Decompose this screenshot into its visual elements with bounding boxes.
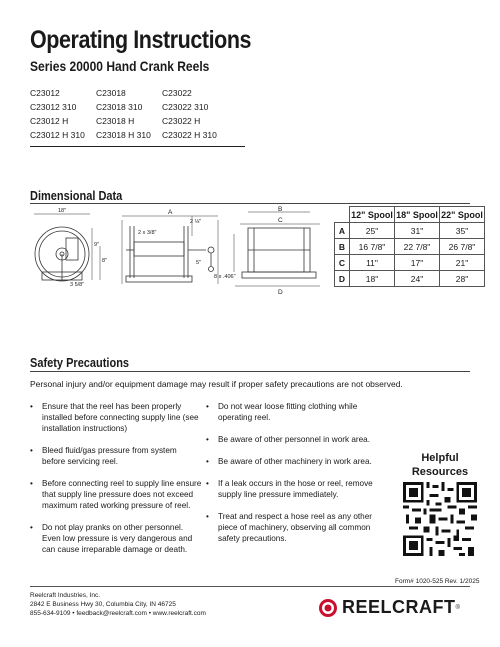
- list-item: • Before connecting reel to supply line ensure that supply line pressure does not exceed maximum rated working pressure of reel.: [30, 478, 202, 511]
- table-row: [335, 271, 485, 287]
- table-cell: 18": [350, 271, 395, 287]
- registered-mark: ®: [455, 604, 460, 611]
- dim-label: 8 x .406": [214, 274, 236, 280]
- dim-label: 3 5/8": [70, 282, 85, 288]
- table-header-row: [335, 207, 485, 223]
- model-number: C23022 H 310: [162, 130, 217, 140]
- dim-label: 2 ⅛": [190, 219, 202, 225]
- form-number: Form# 1020-525 Rev. 1/2025: [395, 578, 480, 585]
- company-address: 2842 E Business Hwy 30, Columbia City, IN 46725: [30, 601, 176, 608]
- model-number: C23018: [96, 88, 126, 98]
- dim-label: 2 x 3/8": [138, 230, 157, 236]
- row-label: B: [335, 239, 350, 255]
- table-row: [335, 239, 485, 255]
- divider: [30, 203, 470, 204]
- list-item: • Be aware of other personnel in work area.: [206, 434, 388, 445]
- safety-list-right: [206, 401, 388, 555]
- qr-code-icon[interactable]: [403, 482, 477, 556]
- dim-label: C: [278, 217, 283, 224]
- safety-list-left: [30, 401, 202, 566]
- list-item: • If a leak occurs in the hose or reel, remove supply line pressure immediately.: [206, 478, 388, 500]
- table-header: 18" Spool: [395, 207, 440, 223]
- dim-label: 8": [102, 258, 108, 264]
- safety-intro: Personal injury and/or equipment damage may result if proper safety precautions are not observed.: [30, 379, 403, 389]
- helpful-resources-heading: Helpful Resources: [411, 452, 469, 478]
- model-number: C23012 310: [30, 102, 77, 112]
- dimensional-data-heading: Dimensional Data: [30, 189, 123, 203]
- dim-label: A: [168, 209, 173, 216]
- row-label: A: [335, 223, 350, 239]
- model-number: C23022 H: [162, 116, 201, 126]
- model-list: [30, 88, 260, 140]
- table-header: 12" Spool: [350, 207, 395, 223]
- divider: [30, 146, 245, 147]
- row-label: C: [335, 255, 350, 271]
- safety-heading: Safety Precautions: [30, 356, 130, 370]
- table-cell: 24": [395, 271, 440, 287]
- divider: [30, 586, 470, 587]
- model-number: C23012 H 310: [30, 130, 85, 140]
- reel-logo-icon: [318, 598, 338, 618]
- table-cell: 11": [350, 255, 395, 271]
- row-label: D: [335, 271, 350, 287]
- table-cell: 28": [440, 271, 485, 287]
- list-item: • Ensure that the reel has been properly installed before connecting supply line (see installation instructions): [30, 401, 202, 434]
- company-contact-line: 855-634-9109 • feedback@reelcraft.com • www.reelcraft.com: [30, 610, 206, 617]
- table-row: [335, 223, 485, 239]
- dimension-table: [334, 206, 485, 287]
- dim-label: 18": [58, 208, 67, 214]
- brand-name: REELCRAFT: [342, 597, 456, 617]
- table-cell: 22 7/8": [395, 239, 440, 255]
- page-subtitle: Series 20000 Hand Crank Reels: [30, 58, 210, 74]
- table-cell: 16 7/8": [350, 239, 395, 255]
- dim-label: D: [278, 289, 283, 296]
- table-row: [335, 255, 485, 271]
- dim-label: 9": [94, 242, 100, 248]
- table-cell: 31": [395, 223, 440, 239]
- reelcraft-logo: [318, 597, 460, 618]
- table-cell: 17": [395, 255, 440, 271]
- model-number: C23012: [30, 88, 60, 98]
- list-item: • Do not wear loose fitting clothing while operating reel.: [206, 401, 388, 423]
- model-number: C23018 H 310: [96, 130, 151, 140]
- reel-dimension-drawing: [30, 206, 330, 302]
- model-number: C23022: [162, 88, 192, 98]
- list-item: • Bleed fluid/gas pressure from system before servicing reel.: [30, 445, 202, 467]
- table-cell: 35": [440, 223, 485, 239]
- page-title: Operating Instructions: [30, 26, 252, 54]
- table-header: 22" Spool: [440, 207, 485, 223]
- company-name: Reelcraft Industries, Inc.: [30, 592, 101, 599]
- list-item: • Do not play pranks on other personnel. Even low pressure is very dangerous and can cause irreparable damage or death.: [30, 522, 202, 555]
- table-cell: 26 7/8": [440, 239, 485, 255]
- dim-label: B: [278, 206, 283, 213]
- dim-label: 5": [196, 260, 202, 266]
- table-cell: 25": [350, 223, 395, 239]
- footer-contact: [30, 591, 206, 618]
- model-number: C23022 310: [162, 102, 209, 112]
- model-number: C23018 H: [96, 116, 135, 126]
- list-item: • Treat and respect a hose reel as any other piece of machinery, observing all common safety precautions.: [206, 511, 388, 544]
- model-number: C23012 H: [30, 116, 69, 126]
- table-cell: 21": [440, 255, 485, 271]
- divider: [30, 371, 470, 372]
- model-number: C23018 310: [96, 102, 143, 112]
- list-item: • Be aware of other machinery in work area.: [206, 456, 388, 467]
